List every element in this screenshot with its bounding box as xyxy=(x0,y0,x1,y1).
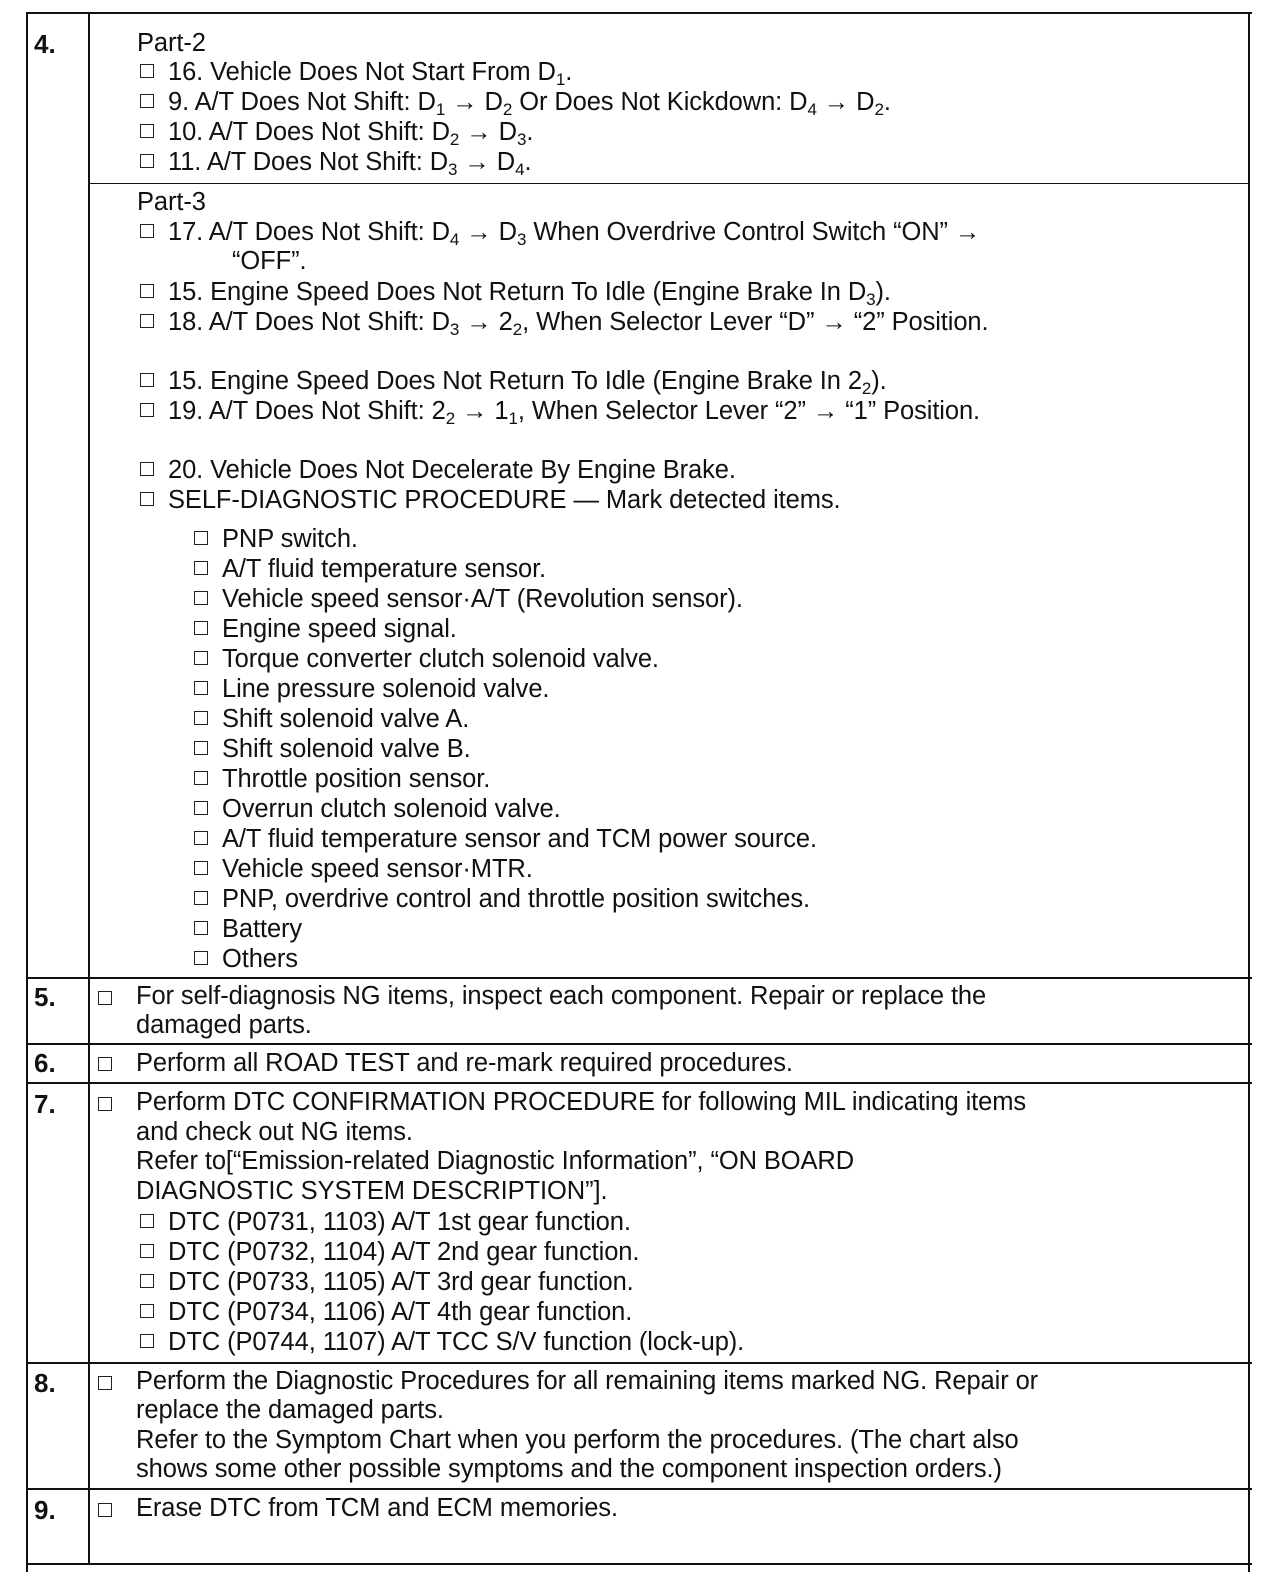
checkbox[interactable] xyxy=(140,1274,154,1288)
checkbox[interactable] xyxy=(194,651,208,665)
checkbox[interactable] xyxy=(140,462,154,476)
checklist-item: 10. A/T Does Not Shift: $D_2 \to D_3$. xyxy=(140,118,533,147)
step-text: Refer to the Symptom Chart when you perform the procedures. (The chart also xyxy=(136,1426,1019,1454)
part-title: Part-2 xyxy=(137,29,206,57)
checkbox[interactable] xyxy=(140,403,154,417)
step-text: Perform the Diagnostic Procedures for all remaining items marked NG. Repair or xyxy=(136,1367,1039,1395)
step-text: and check out NG items. xyxy=(136,1118,413,1146)
step-text: Erase DTC from TCM and ECM memories. xyxy=(136,1494,618,1522)
step-text: Perform all ROAD TEST and re-mark required procedures. xyxy=(136,1049,793,1077)
checkbox[interactable] xyxy=(98,1503,112,1517)
dtc-item: DTC (P0732, 1104) A/T 2nd gear function. xyxy=(140,1238,639,1267)
checkbox[interactable] xyxy=(140,1304,154,1318)
list-item: Throttle position sensor. xyxy=(194,765,490,794)
dtc-item: DTC (P0734, 1106) A/T 4th gear function. xyxy=(140,1298,632,1327)
checkbox[interactable] xyxy=(194,621,208,635)
checkbox[interactable] xyxy=(194,771,208,785)
step-text: For self-diagnosis NG items, inspect each component. Repair or replace the xyxy=(136,982,987,1010)
checkbox[interactable] xyxy=(140,224,154,238)
checklist-item: 20. Vehicle Does Not Decelerate By Engine Brake. xyxy=(140,456,736,485)
checkbox[interactable] xyxy=(140,124,154,138)
checkbox[interactable] xyxy=(140,1334,154,1348)
column-divider xyxy=(88,12,90,1565)
checkbox[interactable] xyxy=(98,1057,112,1071)
checkbox[interactable] xyxy=(194,921,208,935)
table-border-top xyxy=(26,12,1252,14)
list-item: Battery xyxy=(194,915,302,944)
checklist-item: 19. A/T Does Not Shift: $2_2 \to 1_1$, When Selector Lever “2” → “1” Position. xyxy=(140,397,980,426)
part-divider xyxy=(88,183,1250,184)
checkbox[interactable] xyxy=(140,314,154,328)
checkbox[interactable] xyxy=(194,861,208,875)
list-item: Shift solenoid valve A. xyxy=(194,705,469,734)
checkbox[interactable] xyxy=(140,373,154,387)
checkbox[interactable] xyxy=(98,1097,112,1111)
checkbox[interactable] xyxy=(140,94,154,108)
step-number: 9. xyxy=(34,1495,56,1525)
step-text: DIAGNOSTIC SYSTEM DESCRIPTION”]. xyxy=(136,1177,608,1205)
step-text: shows some other possible symptoms and the component inspection orders.) xyxy=(136,1455,1002,1483)
checklist-item: 17. A/T Does Not Shift: $D_4 \to D_3$ When Overdrive Control Switch “ON” → xyxy=(140,218,980,247)
row-divider xyxy=(26,1043,1252,1045)
part-title: Part-3 xyxy=(137,188,206,216)
list-item: Shift solenoid valve B. xyxy=(194,735,471,764)
list-item: PNP switch. xyxy=(194,525,358,554)
step-text: damaged parts. xyxy=(136,1011,312,1039)
checkbox[interactable] xyxy=(194,681,208,695)
table-border-right xyxy=(1248,12,1250,1572)
step-number: 6. xyxy=(34,1048,56,1078)
checkbox[interactable] xyxy=(140,64,154,78)
checkbox[interactable] xyxy=(194,801,208,815)
list-item: Overrun clutch solenoid valve. xyxy=(194,795,561,824)
checklist-item: 16. Vehicle Does Not Start From $D_1$. xyxy=(140,58,572,87)
row-divider xyxy=(26,977,1252,979)
checkbox[interactable] xyxy=(98,1376,112,1390)
list-item: Vehicle speed sensor·MTR. xyxy=(194,855,533,884)
row-divider xyxy=(26,1082,1252,1084)
checkbox[interactable] xyxy=(194,891,208,905)
checklist-item: SELF-DIAGNOSTIC PROCEDURE — Mark detected items. xyxy=(140,486,841,515)
row-divider xyxy=(26,1488,1252,1490)
list-item: Others xyxy=(194,945,298,974)
step-text: Perform DTC CONFIRMATION PROCEDURE for following MIL indicating items xyxy=(136,1088,1027,1116)
checkbox[interactable] xyxy=(194,531,208,545)
checklist-item: 18. A/T Does Not Shift: $D_3 \to 2_2$, When Selector Lever “D” → “2” Position. xyxy=(140,308,989,337)
checkbox[interactable] xyxy=(140,492,154,506)
list-item: Line pressure solenoid valve. xyxy=(194,675,549,704)
checkbox[interactable] xyxy=(194,741,208,755)
checkbox[interactable] xyxy=(140,1244,154,1258)
checkbox[interactable] xyxy=(194,591,208,605)
step-number: 5. xyxy=(34,982,56,1012)
checklist-item: 15. Engine Speed Does Not Return To Idle (Engine Brake In $2_2$). xyxy=(140,367,887,396)
checklist-item-continuation: “OFF”. xyxy=(232,247,307,275)
checkbox[interactable] xyxy=(140,284,154,298)
checkbox[interactable] xyxy=(194,561,208,575)
checkbox[interactable] xyxy=(98,991,112,1005)
list-item: A/T fluid temperature sensor. xyxy=(194,555,546,584)
list-item: A/T fluid temperature sensor and TCM power source. xyxy=(194,825,817,854)
checkbox[interactable] xyxy=(194,711,208,725)
checklist-item: 9. A/T Does Not Shift: $D_1 \to D_2$ Or Does Not Kickdown: $D_4 \to D_2$. xyxy=(140,88,891,117)
dtc-item: DTC (P0733, 1105) A/T 3rd gear function. xyxy=(140,1268,634,1297)
list-item: Torque converter clutch solenoid valve. xyxy=(194,645,659,674)
list-item: Engine speed signal. xyxy=(194,615,457,644)
list-item: Vehicle speed sensor·A/T (Revolution sensor). xyxy=(194,585,743,614)
step-number: 4. xyxy=(34,29,56,59)
dtc-item: DTC (P0731, 1103) A/T 1st gear function. xyxy=(140,1208,631,1237)
checkbox[interactable] xyxy=(140,1214,154,1228)
step-number: 7. xyxy=(34,1089,56,1119)
row-divider xyxy=(26,1362,1252,1364)
checkbox[interactable] xyxy=(140,154,154,168)
dtc-item: DTC (P0744, 1107) A/T TCC S/V function (lock-up). xyxy=(140,1328,744,1357)
table-border-bottom xyxy=(26,1563,1252,1565)
checkbox[interactable] xyxy=(194,951,208,965)
checklist-item: 11. A/T Does Not Shift: $D_3 \to D_4$. xyxy=(140,148,531,177)
step-text: Refer to[“Emission-related Diagnostic Information”, “ON BOARD xyxy=(136,1147,855,1175)
step-text: replace the damaged parts. xyxy=(136,1396,444,1424)
checkbox[interactable] xyxy=(194,831,208,845)
step-number: 8. xyxy=(34,1368,56,1398)
list-item: PNP, overdrive control and throttle position switches. xyxy=(194,885,810,914)
checklist-item: 15. Engine Speed Does Not Return To Idle (Engine Brake In $D_3$). xyxy=(140,278,891,307)
table-border-left xyxy=(26,12,28,1572)
